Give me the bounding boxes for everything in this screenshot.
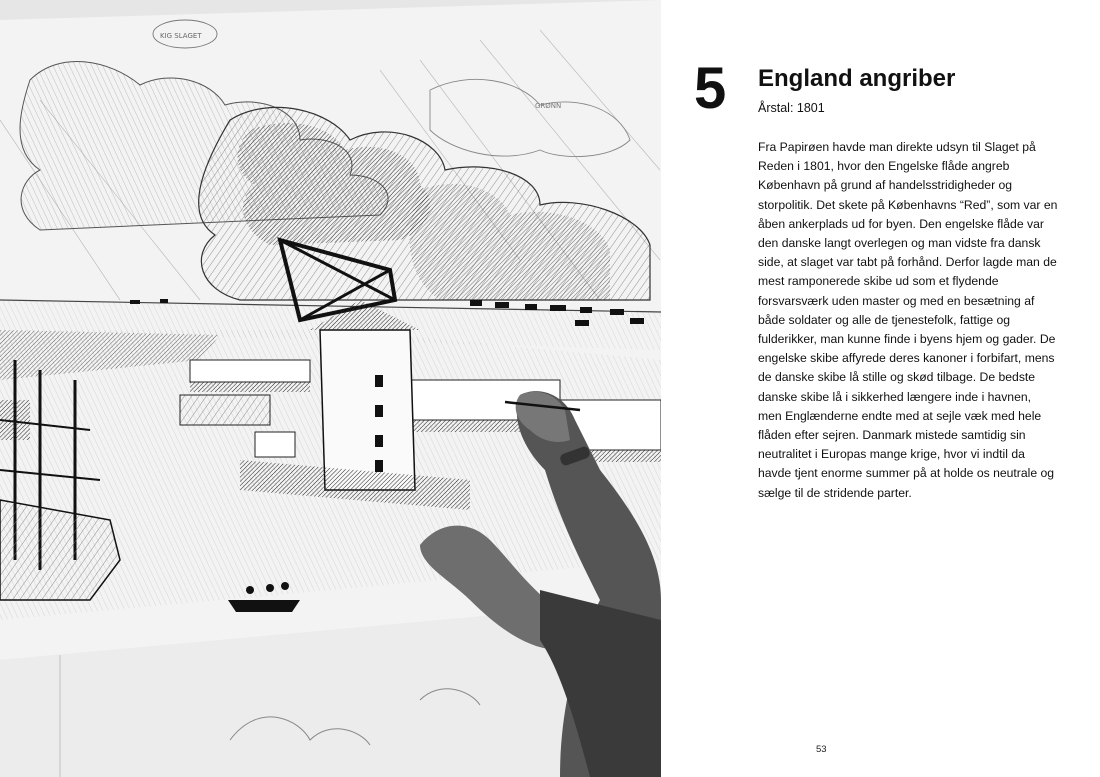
page-number: 53 (816, 744, 827, 755)
chapter-title: England angriber (758, 65, 956, 92)
sketch-note-1: KIG SLAGET (160, 32, 202, 40)
sketch-note-2: GRØNN (535, 102, 562, 110)
body-text (758, 138, 1058, 503)
year-label: Årstal: 1801 (758, 101, 825, 115)
text-page (661, 0, 1100, 777)
body-paragraph: Fra Papirøen havde man direkte udsyn til Slaget på Reden i 1801, hvor den Engelske flåde angreb København på grund af handelsstridigheder og storpolitik. Det skete på Københavns “Red”, som var en åben ankerplads ud for byen. Den engelske flåde var den danske langt overlegen og man vidste fra dansk side, at slaget var tabt på forhånd. Derfor lagde man de mest ramponerede skibe ud som et flydende forsvarsværk uden master og med en besætning af både soldater og alle de tjenestefolk, fattige og fulderikker, man kunne finde i byens hjem og gader. De engelske skibe affyrede deres kanoner i forbifart, mens de danske skibe lå stille og skød tilbage. De bedste danske skibe lå i sikkerhed længere inde i havnen, men Englænderne endte med at sejle væk med hele flåden efter sejren. Danmark mistede samtidig sin neutralitet i Europas mange krige, hvor vi indtil da havde tjent enorme summer på at holde os neutrale og sælge til de stridende parter. (758, 140, 1058, 500)
chapter-number: 5 (694, 56, 726, 121)
